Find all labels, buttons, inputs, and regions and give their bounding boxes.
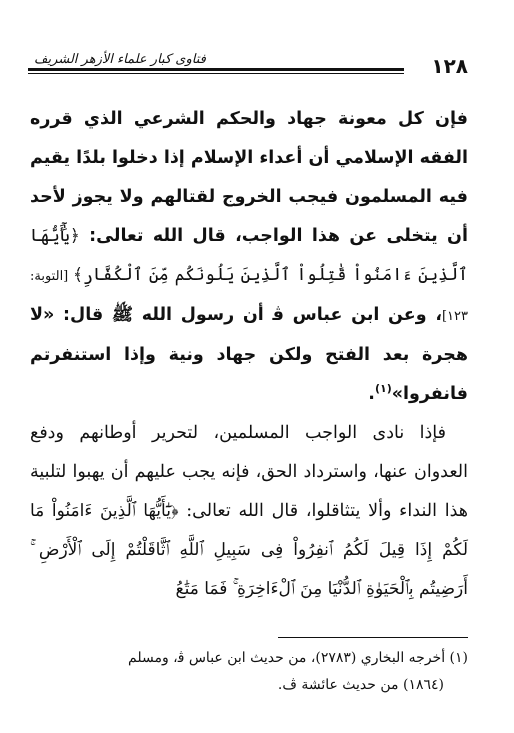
para1-text-3: . — [368, 384, 375, 404]
page-number: ١٢٨ — [431, 54, 468, 78]
para2-text-1: فإذا نادى الواجب المسلمين، لتحرير أوطانهم ودفع العدوان عنها، واسترداد الحق، فإنه يجب عليهم أن يهبوا لتلبية هذا النداء وألا يتثاقلوا، قال الله تعالى: — [30, 423, 468, 521]
page-header — [28, 52, 468, 82]
footnote-1-line-1: (١) أخرجه البخاري (٢٧٨٣)، من حديث ابن عباس ﭬ، ومسلم — [128, 650, 468, 666]
verse-reference-1: [التوبة: ١٢٣] — [30, 269, 468, 324]
running-title: فتاوى كبار علماء الأزهر الشريف — [28, 52, 212, 68]
para1-text-2: ، وعن ابن عباس ﭬ أن رسول الله ﷺ قال: «لا هجرة بعد الفتح ولكن جهاد ونية وإذا استنفرتم فانفروا» — [30, 305, 468, 404]
paragraph-1 — [30, 100, 468, 414]
quran-verse-1: ﴿يَٰٓأَيُّهَا ٱلَّذِينَ ءَامَنُواْ قَٰتِلُواْ ٱلَّذِينَ يَلُونَكُم مِّنَ ٱلْكُفَّارِ﴾ — [30, 226, 468, 285]
para1-text-1: فإن كل معونة جهاد والحكم الشرعي الذي قرره الفقه الإسلامي أن أعداء الإسلام إذا دخلوا بلدًا يقيم فيه المسلمون فيجب الخروج لقتالهم ولا يجوز لأحد أن يتخلى عن هذا الواجب، قال الله تعالى: — [29, 109, 468, 246]
quran-verse-2: ﴿يَٰٓأَيُّهَا ٱلَّذِينَ ءَامَنُواْ مَا لَكُمْ إِذَا قِيلَ لَكُمُ ٱنفِرُواْ فِى سَبِيلِ ٱللَّهِ ٱثَّاقَلْتُمْ إِلَى ٱلْأَرْضِ ۚ أَرَضِيتُم بِٱلْحَيَوٰةِ ٱلدُّنْيَا مِنَ ٱلْءَاخِرَةِ ۚ فَمَا مَتَٰعُ — [30, 501, 468, 599]
paragraph-2 — [30, 414, 468, 609]
main-text — [30, 100, 468, 609]
footnote-1-line-2: (١٨٦٤) من حديث عائشة ڤ. — [277, 677, 444, 693]
footnote-separator — [278, 637, 468, 638]
header-rule — [28, 68, 404, 74]
footnotes — [30, 645, 468, 699]
footnote-marker: (١) — [374, 382, 392, 396]
